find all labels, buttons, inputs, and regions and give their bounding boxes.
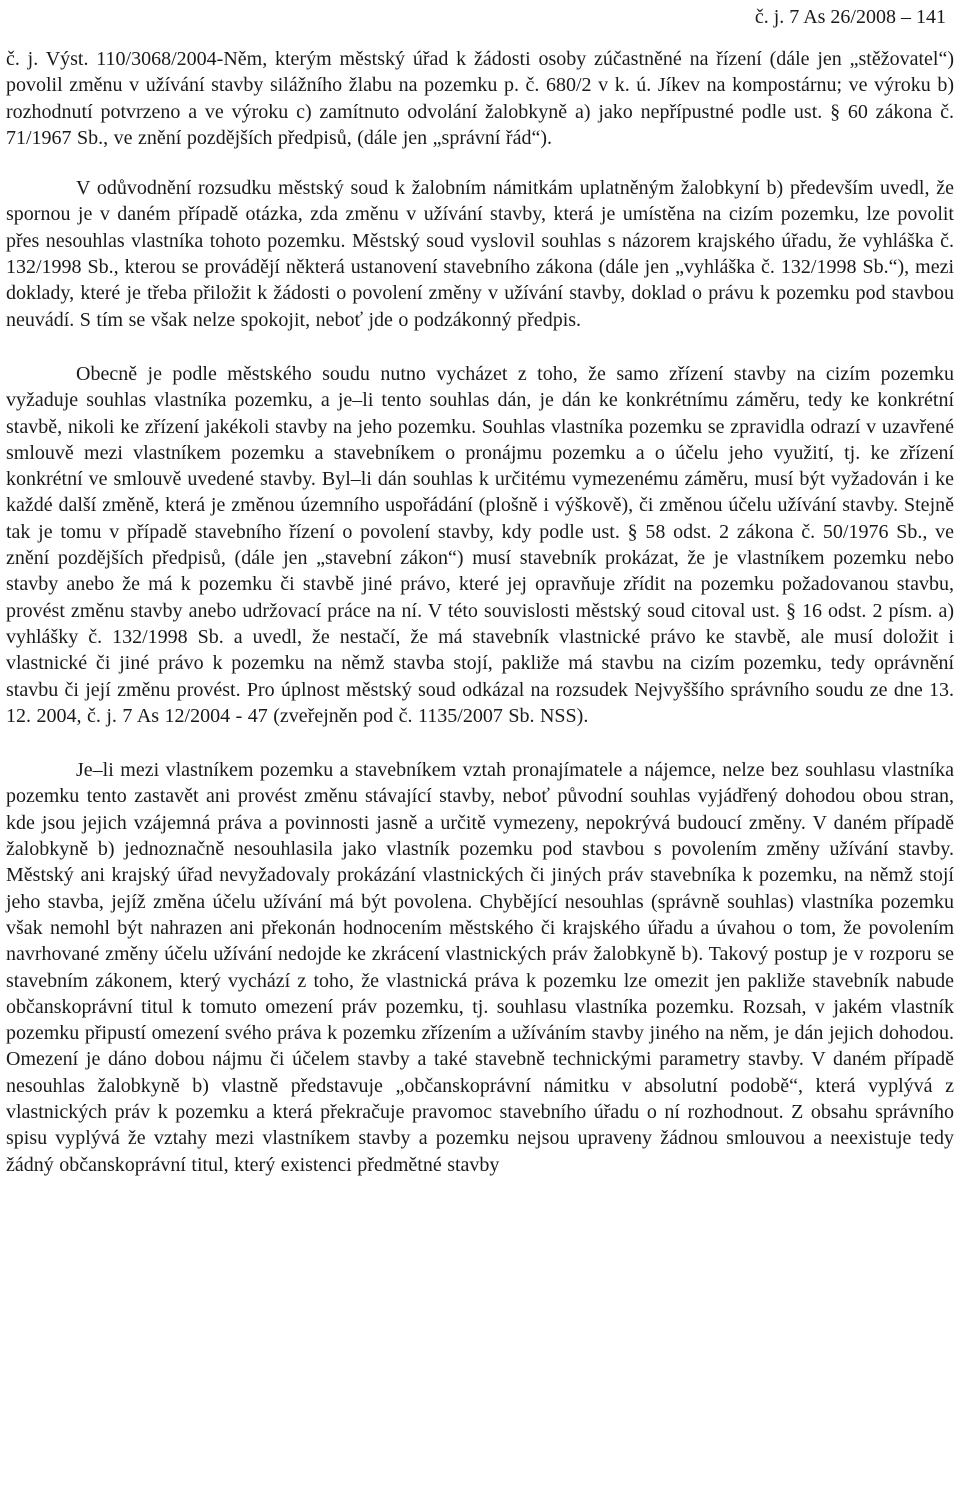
paragraph-lease-relationship: Je–li mezi vlastníkem pozemku a stavebníkem vztah pronajímatele a nájemce, nelze bez souhlasu vlastníka pozemku tento zastavět ani provést změnu stávající stavby, neboť původní souhlas vyjádřený dohodou obou stran, kde jsou jejich vzájemná práva a povinnosti jasně a určitě vymezeny, nepokrývá budoucí změny. V daném případě žalobkyně b) jednoznačně nesouhlasila jako vlastník pozemku pod stavbou s povolením změny užívání stavby. Městský ani krajský úřad nevyžadovaly prokázání vlastnických či jiných práv stavebníka k pozemku, na němž stojí jeho stavba, jejíž změna účelu užívání má být povolena. Chybějící nesouhlas (správně souhlas) vlastníka pozemku však nemohl být nahrazen ani překonán hodnocením městského či krajského úřadu a úvahou o tom, že povolením navrhované změny účelu užívání nedojde ke zkrácení vlastnických práv žalobkyně b). Takový postup je v rozporu se stavebním zákonem, který vychází z toho, že vlastnická práva k pozemku lze omezit jen pakliže stavebník nabude občanskoprávní titul k tomuto omezení práv pozemku, tj. souhlasu vlastníka pozemku. Rozsah, v jakém vlastník pozemku připustí omezení svého práva k pozemku zřízením a užíváním stavby jiného na něm, je dán jejich dohodou. Omezení je dáno dobou nájmu či účelem stavby a také stavebně technickými parametry stavby. V daném případě nesouhlas žalobkyně b) vlastně představuje „občanskoprávní námitku v absolutní podobě“, která vyplývá z vlastnických práv k pozemku a která překračuje pravomoc stavebního úřadu o ní rozhodnout. Z obsahu správního spisu vyplývá že vztahy mezi vlastníkem stavby a pozemku nejsou upraveny žádnou smlouvou a neexistuje tedy žádný občanskoprávní titul, který existenci předmětné stavby [6, 759, 954, 1176]
paragraph-decision-reference: č. j. Výst. 110/3068/2004-Něm, kterým městský úřad k žádosti osoby zúčastněné na řízení (dále jen „stěžovatel“) povolil změnu v užívání stavby silážního žlabu na pozemku p. č. 680/2 v k. ú. Jíkev na kompostárnu; ve výroku b) rozhodnutí potvrzeno a ve výroku c) zamítnuto odvolání žalobkyně a) jako nepřípustné podle ust. § 60 zákona č. 71/1967 Sb., ve znění pozdějších předpisů, (dále jen „správní řád“). [6, 48, 954, 149]
document-body [6, 46, 954, 1202]
paragraph-court-reasoning: V odůvodnění rozsudku městský soud k žalobním námitkám uplatněným žalobkyní b) především uvedl, že spornou je v daném případě otázka, zda změnu v užívání stavby, která je umístěna na cizím pozemku, lze povolit přes nesouhlas vlastníka tohoto pozemku. Městský soud vyslovil souhlas s názorem krajského úřadu, že vyhláška č. 132/1998 Sb., kterou se provádějí některá ustanovení stavebního zákona (dále jen „vyhláška č. 132/1998 Sb.“), mezi doklady, které je třeba přiložit k žádosti o povolení změny v užívání stavby, doklad o právu k pozemku pod stavbou neuvádí. S tím se však nelze spokojit, neboť jde o podzákonný předpis. [6, 177, 954, 331]
paragraph-owner-consent: Obecně je podle městského soudu nutno vycházet z toho, že samo zřízení stavby na cizím pozemku vyžaduje souhlas vlastníka pozemku, a je–li tento souhlas dán, je dán ke konkrétnímu záměru, tedy ke konkrétní stavbě, nikoli ke zřízení jakékoli stavby na jeho pozemku. Souhlas vlastníka pozemku se zpravidla odrazí v uzavřené smlouvě mezi vlastníkem pozemku a stavebníkem o pronájmu pozemku a o účelu jeho využití, tj. ke zřízení konkrétní ve smlouvě uvedené stavby. Byl–li dán souhlas k určitému vymezenému záměru, musí být vyžadován i ke každé další změně, která je změnou územního uspořádání (plošně i výškově), či změnou účelu užívání stavby. Stejně tak je tomu v případě stavebního řízení o povolení stavby, kdy podle ust. § 58 odst. 2 zákona č. 50/1976 Sb., ve znění pozdějších předpisů, (dále jen „stavební zákon“) musí stavebník prokázat, že je vlastníkem pozemku nebo stavby anebo že má k pozemku či stavbě jiné právo, které jej opravňuje zřídit na pozemku požadovanou stavbu, provést změnu stavby anebo udržovací práce na ní. V této souvislosti městský soud citoval ust. § 16 odst. 2 písm. a) vyhlášky č. 132/1998 Sb. a uvedl, že nestačí, že má stavebník vlastnické právo ke stavbě, ale musí doložit i vlastnické či jiné právo k pozemku na němž stavba stojí, pakliže má stavbu na cizím pozemku, tedy oprávnění stavbu či její změnu provést. Pro úplnost městský soud odkázal na rozsudek Nejvyššího správního soudu ze dne 13. 12. 2004, č. j. 7 As 12/2004 - 47 (zveřejněn pod č. 1135/2007 Sb. NSS). [6, 362, 954, 727]
page-header-reference: č. j. 7 As 26/2008 – 141 [754, 6, 946, 28]
